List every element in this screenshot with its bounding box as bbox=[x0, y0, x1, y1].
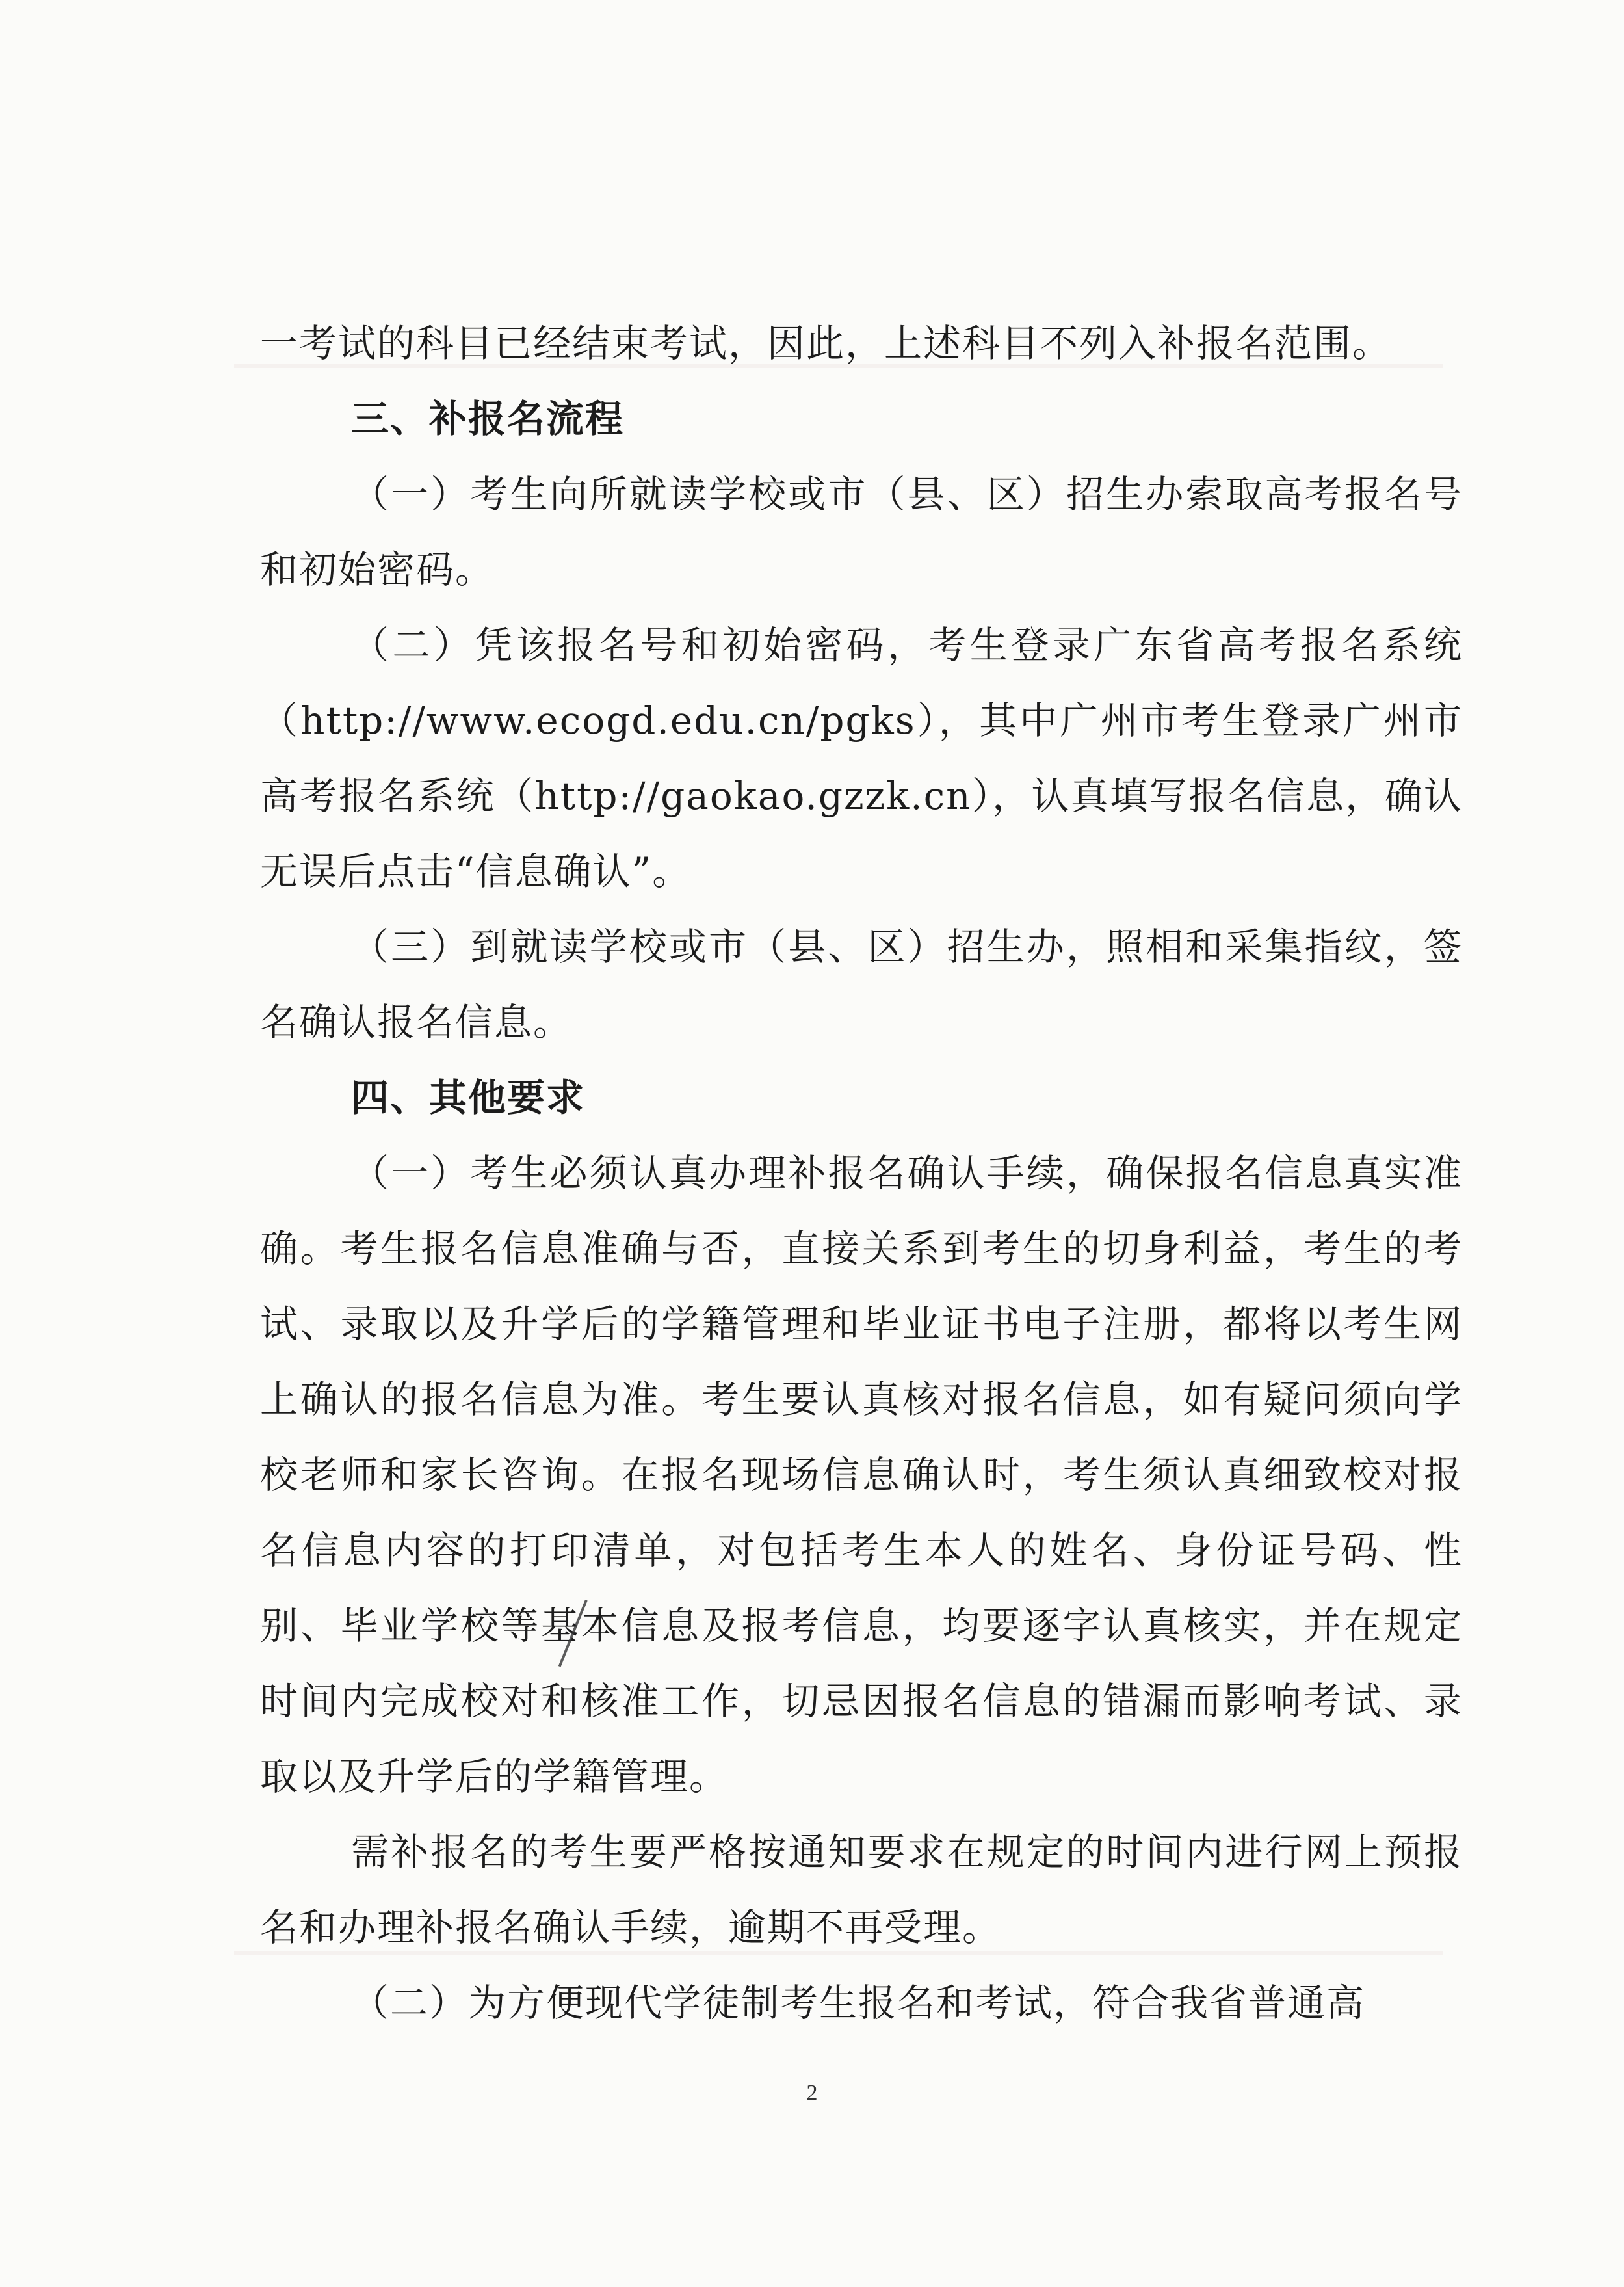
paragraph-step-2: （二）凭该报名号和初始密码，考生登录广东省高考报名系统（http://www.ecogd.edu.cn/pgks），其中广州市考生登录广州市高考报名系统（http://gaokao.gzzk.cn），认真填写报名信息，确认无误后点击“信息确认”。 bbox=[260, 623, 1463, 893]
paragraph-step-1: （一）考生向所就读学校或市（县、区）招生办索取高考报名号和初始密码。 bbox=[260, 472, 1463, 592]
paragraph-continuation: 一考试的科目已经结束考试，因此，上述科目不列入补报名范围。 bbox=[260, 321, 1392, 365]
paragraph-requirement-1: （一）考生必须认真办理补报名确认手续，确保报名信息真实准确。考生报名信息准确与否，直接关系到考生的切身利益，考生的考试、录取以及升学后的学籍管理和毕业证书电子注册，都将以考生网上确认的报名信息为准。考生要认真核对报名信息，如有疑问须向学校老师和家长咨询。在报名现场信息确认时，考生须认真细致校对报名信息内容的打印清单，对包括考生本人的姓名、身份证号码、性别、毕业学校等基本信息及报考信息，均要逐字认真核实，并在规定时间内完成校对和核准工作，切忌因报名信息的错漏而影响考试、录取以及升学后的学籍管理。 bbox=[260, 1151, 1463, 1799]
section-heading-3: 三、补报名流程 bbox=[351, 397, 625, 441]
document-body bbox=[260, 306, 1463, 2041]
paragraph-requirement-2: （二）为方便现代学徒制考生报名和考试，符合我省普通高 bbox=[351, 1981, 1366, 2025]
paragraph-deadline-note: 需补报名的考生要严格按通知要求在规定的时间内进行网上预报名和办理补报名确认手续，逾期不再受理。 bbox=[260, 1830, 1463, 1950]
page-number: 2 bbox=[806, 2081, 818, 2105]
section-heading-4: 四、其他要求 bbox=[351, 1076, 586, 1120]
paragraph-step-3: （三）到就读学校或市（县、区）招生办，照相和采集指纹，签名确认报名信息。 bbox=[260, 925, 1463, 1044]
